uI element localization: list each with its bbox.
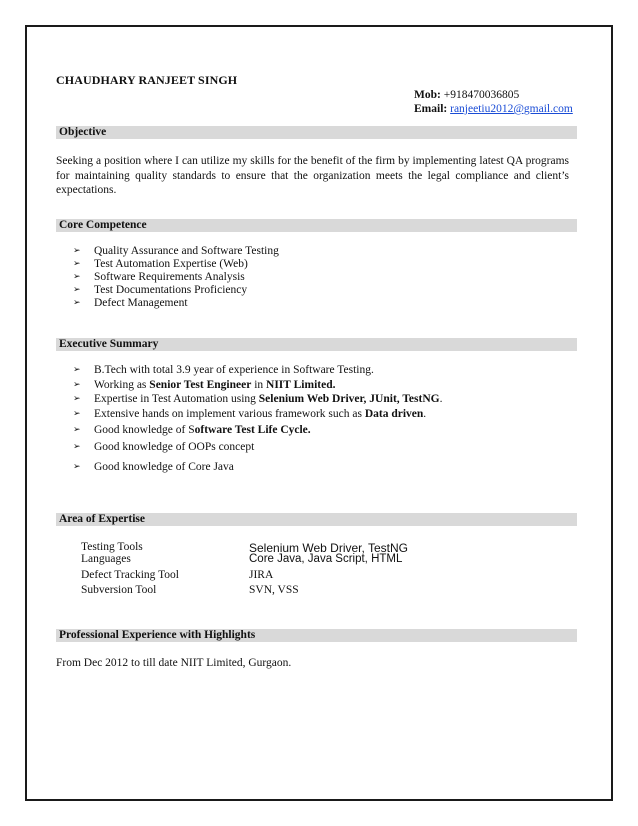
- executive-summary-title: Executive Summary: [59, 338, 159, 350]
- expertise-label-subversion: Subversion Tool: [81, 584, 157, 596]
- mobile-line: [414, 88, 573, 102]
- list-item: ➢ Good knowledge of Core Java: [73, 460, 234, 473]
- arrowhead-bullet-icon: ➢: [73, 259, 81, 269]
- core-competence-list: [73, 245, 279, 310]
- arrowhead-bullet-icon: ➢: [73, 298, 81, 308]
- resume-page: [25, 25, 613, 801]
- candidate-name: CHAUDHARY RANJEET SINGH: [56, 73, 238, 87]
- expertise-value-testing-tools: Selenium Web Driver, TestNG: [249, 541, 408, 555]
- expertise-value-subversion: SVN, VSS: [249, 584, 299, 596]
- executive-summary-list: [73, 364, 442, 474]
- arrowhead-bullet-icon: ➢: [73, 461, 81, 472]
- objective-text: Seeking a position where I can utilize my skills for the benefit of the firm by implementing latest QA programs for maintaining quality standards to ensure that the organization meets the legal compliance and client’s expectations.: [56, 155, 569, 196]
- arrowhead-bullet-icon: ➢: [73, 394, 81, 404]
- expertise-label-testing-tools: Testing Tools: [81, 541, 143, 553]
- list-item: ➢ Test Documentations Proficiency: [73, 284, 248, 296]
- email-label: Email:: [414, 103, 448, 115]
- experience-text: From Dec 2012 to till date NIIT Limited, Gurgaon.: [56, 657, 292, 669]
- objective-title: Objective: [59, 126, 107, 138]
- mobile-label: Mob:: [414, 89, 441, 101]
- arrowhead-bullet-icon: ➢: [73, 285, 81, 295]
- core-competence-section-header: [56, 219, 577, 232]
- objective-section-header: [56, 126, 577, 139]
- core-competence-title: Core Competence: [59, 219, 147, 231]
- email-line: [414, 102, 573, 116]
- professional-experience-title: Professional Experience with Highlights: [59, 629, 256, 641]
- arrowhead-bullet-icon: ➢: [73, 424, 81, 435]
- list-item: ➢ Working as Senior Test Engineer in NIIT Limited.: [73, 378, 336, 391]
- professional-experience-section-header: [56, 629, 577, 642]
- list-item: ➢ Defect Management: [73, 297, 188, 309]
- executive-summary-section-header: [56, 338, 577, 351]
- list-item: ➢ Test Automation Expertise (Web): [73, 258, 248, 270]
- email-link[interactable]: ranjeetiu2012@gmail.com: [450, 103, 573, 115]
- arrowhead-bullet-icon: ➢: [73, 365, 81, 375]
- contact-block: [414, 88, 573, 116]
- expertise-value-defect-tracking: JIRA: [249, 569, 274, 581]
- arrowhead-bullet-icon: ➢: [73, 408, 81, 419]
- arrowhead-bullet-icon: ➢: [73, 272, 81, 282]
- list-item: ➢ Quality Assurance and Software Testing: [73, 245, 279, 257]
- list-item: ➢ Good knowledge of Software Test Life Cycle.: [73, 423, 311, 436]
- arrowhead-bullet-icon: ➢: [73, 379, 81, 390]
- area-of-expertise-section-header: [56, 513, 577, 526]
- arrowhead-bullet-icon: ➢: [73, 441, 81, 452]
- mobile-number: +918470036805: [443, 89, 520, 101]
- list-item: ➢ Software Requirements Analysis: [73, 271, 245, 283]
- arrowhead-bullet-icon: ➢: [73, 246, 81, 256]
- expertise-value-languages: Core Java, Java Script, HTML: [249, 553, 403, 565]
- list-item: ➢ Good knowledge of OOPs concept: [73, 440, 255, 453]
- expertise-label-languages: Languages: [81, 553, 131, 565]
- area-of-expertise-title: Area of Expertise: [59, 513, 146, 525]
- list-item: ➢ Expertise in Test Automation using Selenium Web Driver, JUnit, TestNG.: [73, 393, 443, 405]
- expertise-label-defect-tracking: Defect Tracking Tool: [81, 569, 179, 581]
- list-item: ➢ B.Tech with total 3.9 year of experience in Software Testing.: [73, 364, 374, 376]
- list-item: ➢ Extensive hands on implement various framework such as Data driven.: [73, 407, 427, 420]
